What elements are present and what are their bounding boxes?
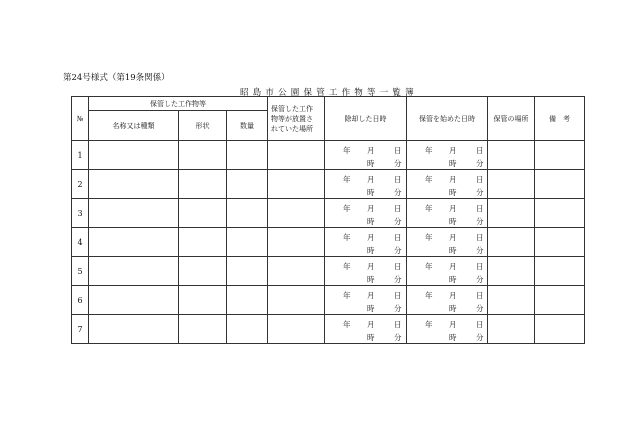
year-unit: 年 xyxy=(425,320,433,329)
month-unit: 月 xyxy=(449,262,457,271)
storage-place-cell[interactable] xyxy=(488,199,535,228)
day-unit: 日 xyxy=(394,204,402,213)
abandoned-place-cell[interactable] xyxy=(268,170,325,199)
remarks-cell[interactable] xyxy=(535,228,585,257)
minute-unit: 分 xyxy=(394,159,402,168)
header-stored-items: 保管した工作物等 xyxy=(89,97,268,111)
row-number: 4 xyxy=(72,228,89,257)
day-unit: 日 xyxy=(394,175,402,184)
quantity-cell[interactable] xyxy=(227,141,268,170)
year-unit: 年 xyxy=(343,291,351,300)
storage-start-datetime-cell[interactable] xyxy=(407,286,488,315)
month-unit: 月 xyxy=(367,291,375,300)
quantity-cell[interactable] xyxy=(227,315,268,344)
remarks-cell[interactable] xyxy=(535,286,585,315)
form-number-label: 第24号様式（第19条関係） xyxy=(63,73,170,83)
table-row xyxy=(72,315,585,344)
name-or-type-cell[interactable] xyxy=(89,141,179,170)
month-unit: 月 xyxy=(367,233,375,242)
hour-unit: 時 xyxy=(449,275,457,284)
abandoned-place-cell[interactable] xyxy=(268,228,325,257)
row-number: 6 xyxy=(72,286,89,315)
remarks-cell[interactable] xyxy=(535,315,585,344)
storage-place-cell[interactable] xyxy=(488,315,535,344)
hour-unit: 時 xyxy=(449,333,457,342)
abandoned-place-cell[interactable] xyxy=(268,315,325,344)
day-unit: 日 xyxy=(476,204,484,213)
year-unit: 年 xyxy=(425,262,433,271)
hour-unit: 時 xyxy=(449,217,457,226)
hour-unit: 時 xyxy=(367,217,375,226)
removed-datetime-cell[interactable] xyxy=(325,141,407,170)
remarks-cell[interactable] xyxy=(535,199,585,228)
month-unit: 月 xyxy=(367,262,375,271)
row-number: 7 xyxy=(72,315,89,344)
shape-cell[interactable] xyxy=(179,199,227,228)
ledger-title: 昭島市公園保管工作物等一覧簿 xyxy=(240,88,418,98)
storage-start-datetime-cell[interactable] xyxy=(407,170,488,199)
day-unit: 日 xyxy=(476,175,484,184)
row-number: 3 xyxy=(72,199,89,228)
minute-unit: 分 xyxy=(394,275,402,284)
header-abandoned-place-line1: 保管した工作 xyxy=(271,104,313,113)
day-unit: 日 xyxy=(394,320,402,329)
removed-datetime-cell[interactable] xyxy=(325,315,407,344)
year-unit: 年 xyxy=(343,204,351,213)
month-unit: 月 xyxy=(367,175,375,184)
shape-cell[interactable] xyxy=(179,315,227,344)
year-unit: 年 xyxy=(343,262,351,271)
hour-unit: 時 xyxy=(367,275,375,284)
year-unit: 年 xyxy=(425,175,433,184)
table-row xyxy=(72,286,585,315)
header-remarks: 備 考 xyxy=(535,97,585,141)
hour-unit: 時 xyxy=(449,159,457,168)
name-or-type-cell[interactable] xyxy=(89,315,179,344)
table-row xyxy=(72,141,585,170)
header-storage-start-datetime: 保管を始めた日時 xyxy=(407,97,488,141)
name-or-type-cell[interactable] xyxy=(89,228,179,257)
quantity-cell[interactable] xyxy=(227,199,268,228)
abandoned-place-cell[interactable] xyxy=(268,286,325,315)
minute-unit: 分 xyxy=(476,217,484,226)
name-or-type-cell[interactable] xyxy=(89,257,179,286)
header-abandoned-place-line3: れていた場所 xyxy=(271,124,313,133)
quantity-cell[interactable] xyxy=(227,228,268,257)
day-unit: 日 xyxy=(394,233,402,242)
shape-cell[interactable] xyxy=(179,141,227,170)
table-row xyxy=(72,170,585,199)
year-unit: 年 xyxy=(343,146,351,155)
minute-unit: 分 xyxy=(394,333,402,342)
removed-datetime-cell[interactable] xyxy=(325,170,407,199)
day-unit: 日 xyxy=(476,262,484,271)
minute-unit: 分 xyxy=(394,246,402,255)
hour-unit: 時 xyxy=(449,246,457,255)
header-abandoned-place xyxy=(268,97,325,141)
storage-start-datetime-cell[interactable] xyxy=(407,257,488,286)
ledger-body xyxy=(72,141,585,344)
month-unit: 月 xyxy=(449,233,457,242)
storage-place-cell[interactable] xyxy=(488,286,535,315)
minute-unit: 分 xyxy=(476,333,484,342)
removed-datetime-cell[interactable] xyxy=(325,228,407,257)
header-storage-place: 保管の場所 xyxy=(488,97,535,141)
month-unit: 月 xyxy=(449,175,457,184)
minute-unit: 分 xyxy=(476,275,484,284)
table-row xyxy=(72,228,585,257)
storage-start-datetime-cell[interactable] xyxy=(407,315,488,344)
hour-unit: 時 xyxy=(449,304,457,313)
day-unit: 日 xyxy=(394,146,402,155)
header-name-or-type: 名称又は種類 xyxy=(89,111,179,141)
storage-place-cell[interactable] xyxy=(488,170,535,199)
removed-datetime-cell[interactable] xyxy=(325,286,407,315)
storage-ledger-table xyxy=(71,96,585,344)
abandoned-place-cell[interactable] xyxy=(268,257,325,286)
hour-unit: 時 xyxy=(367,304,375,313)
name-or-type-cell[interactable] xyxy=(89,170,179,199)
shape-cell[interactable] xyxy=(179,170,227,199)
day-unit: 日 xyxy=(476,291,484,300)
hour-unit: 時 xyxy=(449,188,457,197)
day-unit: 日 xyxy=(476,146,484,155)
minute-unit: 分 xyxy=(394,304,402,313)
shape-cell[interactable] xyxy=(179,257,227,286)
minute-unit: 分 xyxy=(476,159,484,168)
minute-unit: 分 xyxy=(476,304,484,313)
day-unit: 日 xyxy=(394,291,402,300)
minute-unit: 分 xyxy=(394,188,402,197)
abandoned-place-cell[interactable] xyxy=(268,199,325,228)
month-unit: 月 xyxy=(449,291,457,300)
year-unit: 年 xyxy=(425,233,433,242)
year-unit: 年 xyxy=(425,291,433,300)
day-unit: 日 xyxy=(476,320,484,329)
abandoned-place-cell[interactable] xyxy=(268,141,325,170)
day-unit: 日 xyxy=(476,233,484,242)
row-number: 2 xyxy=(72,170,89,199)
year-unit: 年 xyxy=(425,146,433,155)
quantity-cell[interactable] xyxy=(227,257,268,286)
table-row xyxy=(72,257,585,286)
year-unit: 年 xyxy=(343,320,351,329)
month-unit: 月 xyxy=(367,146,375,155)
removed-datetime-cell[interactable] xyxy=(325,257,407,286)
month-unit: 月 xyxy=(449,320,457,329)
name-or-type-cell[interactable] xyxy=(89,199,179,228)
month-unit: 月 xyxy=(367,320,375,329)
name-or-type-cell[interactable] xyxy=(89,286,179,315)
header-shape: 形状 xyxy=(179,111,227,141)
hour-unit: 時 xyxy=(367,333,375,342)
minute-unit: 分 xyxy=(476,188,484,197)
row-number: 5 xyxy=(72,257,89,286)
shape-cell[interactable] xyxy=(179,228,227,257)
removed-datetime-cell[interactable] xyxy=(325,199,407,228)
quantity-cell[interactable] xyxy=(227,286,268,315)
header-no: № xyxy=(72,97,89,141)
hour-unit: 時 xyxy=(367,159,375,168)
storage-place-cell[interactable] xyxy=(488,228,535,257)
storage-place-cell[interactable] xyxy=(488,141,535,170)
year-unit: 年 xyxy=(343,175,351,184)
hour-unit: 時 xyxy=(367,246,375,255)
row-number: 1 xyxy=(72,141,89,170)
minute-unit: 分 xyxy=(394,217,402,226)
storage-start-datetime-cell[interactable] xyxy=(407,199,488,228)
quantity-cell[interactable] xyxy=(227,170,268,199)
hour-unit: 時 xyxy=(367,188,375,197)
month-unit: 月 xyxy=(449,146,457,155)
year-unit: 年 xyxy=(425,204,433,213)
header-removed-datetime: 除却した日時 xyxy=(325,97,407,141)
month-unit: 月 xyxy=(449,204,457,213)
month-unit: 月 xyxy=(367,204,375,213)
remarks-cell[interactable] xyxy=(535,257,585,286)
header-quantity: 数量 xyxy=(227,111,268,141)
storage-start-datetime-cell[interactable] xyxy=(407,228,488,257)
day-unit: 日 xyxy=(394,262,402,271)
storage-start-datetime-cell[interactable] xyxy=(407,141,488,170)
remarks-cell[interactable] xyxy=(535,170,585,199)
minute-unit: 分 xyxy=(476,246,484,255)
header-abandoned-place-line2: 物等が放置さ xyxy=(271,114,313,123)
shape-cell[interactable] xyxy=(179,286,227,315)
storage-place-cell[interactable] xyxy=(488,257,535,286)
year-unit: 年 xyxy=(343,233,351,242)
table-row xyxy=(72,199,585,228)
remarks-cell[interactable] xyxy=(535,141,585,170)
